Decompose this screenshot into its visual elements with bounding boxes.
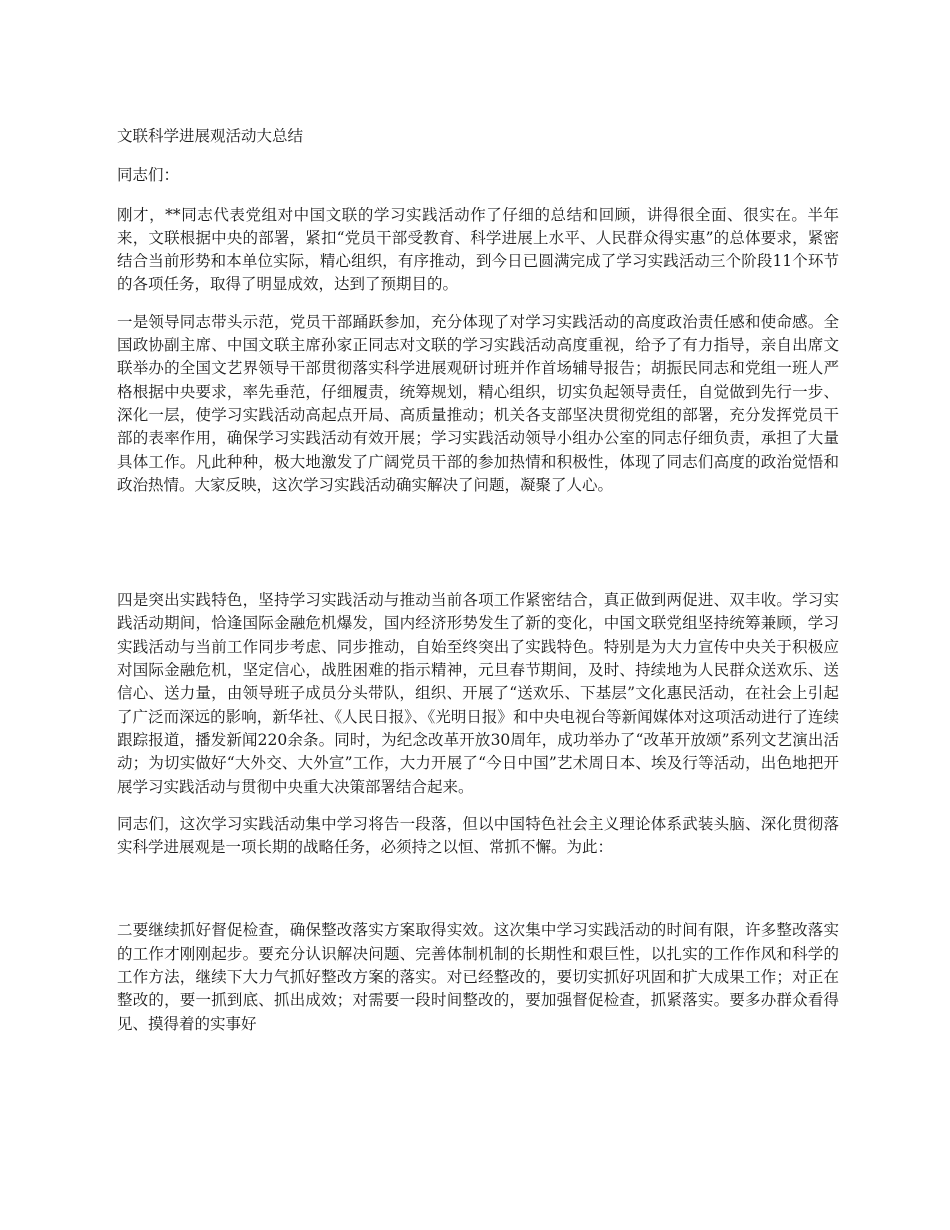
document-page	[117, 120, 839, 1036]
paragraph-2: 一是领导同志带头示范，党员干部踊跃参加，充分体现了对学习实践活动的高度政治责任感和使命感。全国政协副主席、中国文联主席孙家正同志对文联的学习实践活动高度重视，给予了有力指导，亲自出席文联举办的全国文艺界领导干部贯彻落实科学进展观研讨班并作首场辅导报告；胡振民同志和党组一班人严格根据中央要求，率先垂范，仔细履责，统筹规划，精心组织，切实负起领导责任，自觉做到先行一步、深化一层，使学习实践活动高起点开局、高质量推动；机关各支部坚决贯彻党组的部署，充分发挥党员干部的表率作用，确保学习实践活动有效开展；学习实践活动领导小组办公室的同志仔细负责，承担了大量具体工作。凡此种种，极大地激发了广阔党员干部的参加热情和积极性，体现了同志们高度的政治觉悟和政治热情。大家反映，这次学习实践活动确实解决了问题，凝聚了人心。	[117, 312, 839, 494]
document-title: 文联科学进展观活动大总结	[117, 127, 304, 145]
paragraph-4: 同志们，这次学习实践活动集中学习将告一段落，但以中国特色社会主义理论体系武装头脑、深化贯彻落实科学进展观是一项长期的战略任务，必须持之以恒、常抓不懈。为此：	[117, 814, 839, 857]
salutation: 同志们：	[117, 166, 180, 185]
paragraph-1: 刚才，**同志代表党组对中国文联的学习实践活动作了仔细的总结和回顾，讲得很全面、很实在。半年来，文联根据中央的部署，紧扣“党员干部受教育、科学进展上水平、人民群众得实惠”的总体要求，紧密结合当前形势和本单位实际，精心组织，有序推动，到今日已圆满完成了学习实践活动三个阶段11个环节的各项任务，取得了明显成效，达到了预期目的。	[117, 205, 839, 294]
paragraph-5: 二要继续抓好督促检查，确保整改落实方案取得实效。这次集中学习实践活动的时间有限，许多整改落实的工作才刚刚起步。要充分认识解决问题、完善体制机制的长期性和艰巨性，以扎实的工作作风和科学的工作方法，继续下大力气抓好整改方案的落实。对已经整改的，要切实抓好巩固和扩大成果工作；对正在整改的，要一抓到底、抓出成效；对需要一段时间整改的，要加强督促检查，抓紧落实。要多办群众看得见、摸得着的实事好	[117, 921, 839, 1033]
paragraph-3: 四是突出实践特色，坚持学习实践活动与推动当前各项工作紧密结合，真正做到两促进、双丰收。学习实践活动期间，恰逢国际金融危机爆发，国内经济形势发生了新的变化，中国文联党组坚持统筹兼顾，学习实践活动与当前工作同步考虑、同步推动，自始至终突出了实践特色。特别是为大力宣传中央关于积极应对国际金融危机，坚定信心，战胜困难的指示精神，元旦春节期间，及时、持续地为人民群众送欢乐、送信心、送力量，由领导班子成员分头带队，组织、开展了“送欢乐、下基层”文化惠民活动，在社会上引起了广泛而深远的影响，新华社、《人民日报》、《光明日报》和中央电视台等新闻媒体对这项活动进行了连续跟踪报道，播发新闻220余条。同时，为纪念改革开放30周年，成功举办了“改革开放颂”系列文艺演出活动；为切实做好“大外交、大外宣”工作，大力开展了“今日中国”艺术周日本、埃及行等活动，出色地把开展学习实践活动与贯彻中央重大决策部署结合起来。	[117, 591, 839, 796]
